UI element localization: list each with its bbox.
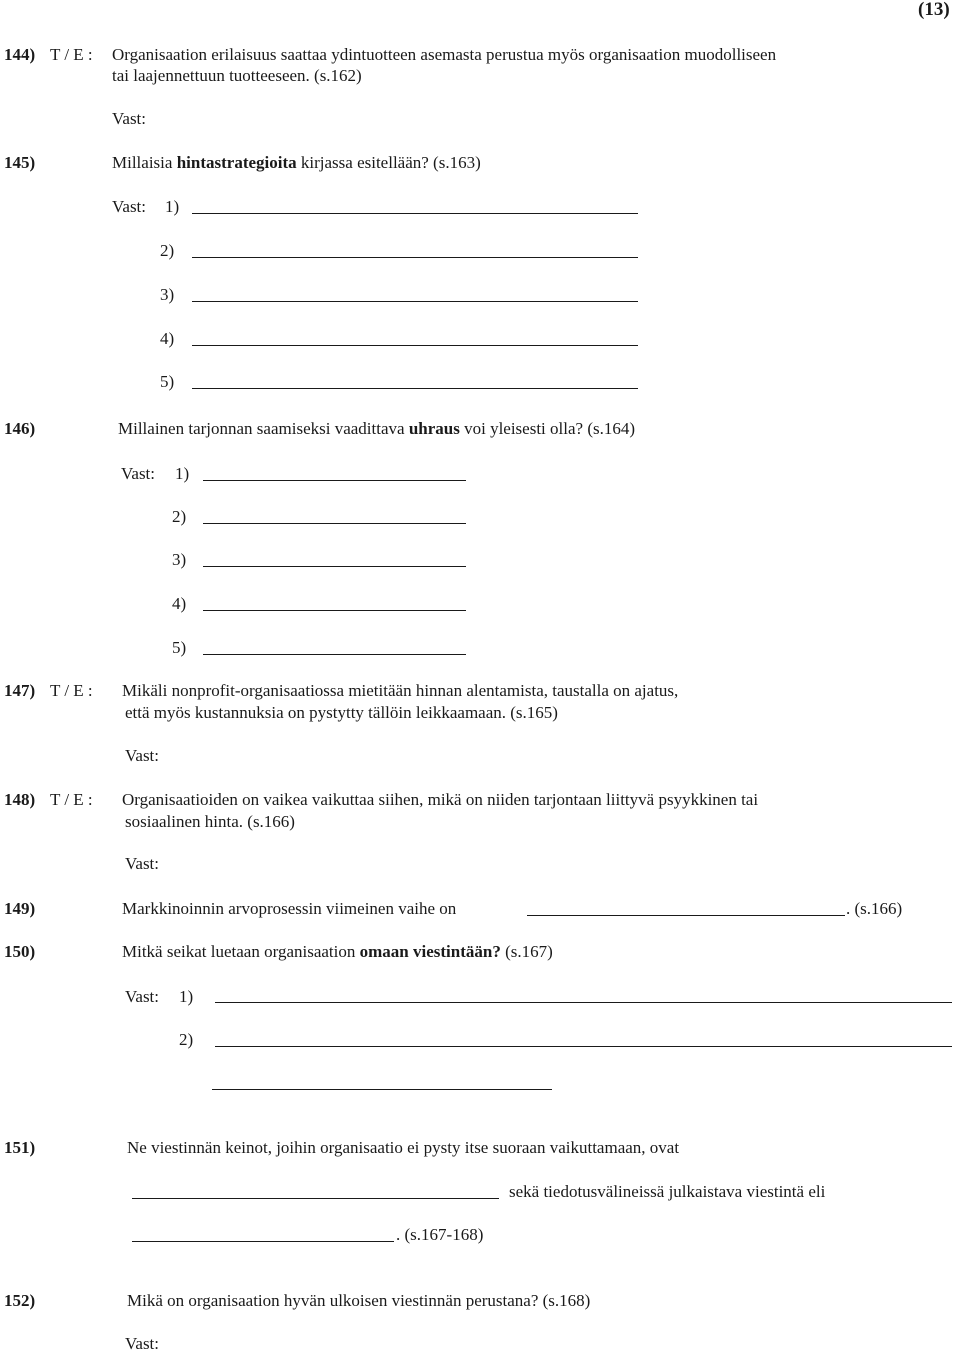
answer-item-150-2: 2) [179, 1030, 194, 1049]
answer-label-144: Vast: [112, 109, 146, 128]
question-number-145: 145) [4, 153, 36, 172]
answer-item-145-1: 1) [165, 197, 180, 216]
question-text-149: Markkinoinnin arvoprosessin viimeinen vaihe on [122, 899, 457, 918]
answer-blank-146-4[interactable] [203, 610, 466, 611]
answer-blank-145-2[interactable] [192, 257, 638, 258]
question-ref-151: . (s.167-168) [396, 1225, 484, 1244]
question-text-144-line2: tai laajennettuun tuotteeseen. (s.162) [112, 66, 362, 85]
question-text-151-line1: Ne viestinnän keinot, joihin organisaatio ei pysty itse suoraan vaikuttamaan, ovat [127, 1138, 680, 1157]
answer-item-146-4: 4) [172, 594, 187, 613]
answer-blank-151-1[interactable] [132, 1198, 499, 1199]
answer-blank-150-3[interactable] [212, 1089, 552, 1090]
question-text-146: Millainen tarjonnan saamiseksi vaadittava uhraus voi yleisesti olla? (s.164) [118, 419, 636, 438]
answer-blank-150-1[interactable] [215, 1002, 952, 1003]
answer-item-146-5: 5) [172, 638, 187, 657]
answer-blank-149[interactable] [527, 915, 845, 916]
answer-blank-150-2[interactable] [215, 1046, 952, 1047]
question-text-148-line1: Organisaatioiden on vaikea vaikuttaa siihen, mikä on niiden tarjontaan liittyvä psyykkinen tai [122, 790, 759, 809]
answer-blank-145-1[interactable] [192, 213, 638, 214]
answer-blank-145-4[interactable] [192, 345, 638, 346]
question-number-151: 151) [4, 1138, 36, 1157]
page-number: (13) [918, 0, 950, 20]
answer-label-145: Vast: [112, 197, 146, 216]
answer-blank-146-5[interactable] [203, 654, 466, 655]
question-number-146: 146) [4, 419, 36, 438]
answer-label-150: Vast: [125, 987, 159, 1006]
answer-item-145-3: 3) [160, 285, 175, 304]
answer-blank-146-1[interactable] [203, 480, 466, 481]
question-text-150: Mitkä seikat luetaan organisaation omaan viestintään? (s.167) [122, 942, 553, 961]
answer-label-152: Vast: [125, 1334, 159, 1353]
question-number-152: 152) [4, 1291, 36, 1310]
question-number-150: 150) [4, 942, 36, 961]
answer-blank-146-2[interactable] [203, 523, 466, 524]
answer-label-146: Vast: [121, 464, 155, 483]
question-number-147: 147) [4, 681, 36, 700]
question-text-148-line2: sosiaalinen hinta. (s.166) [125, 812, 295, 831]
answer-blank-146-3[interactable] [203, 566, 466, 567]
question-number-149: 149) [4, 899, 36, 918]
answer-label-147: Vast: [125, 746, 159, 765]
question-text-144-line1: Organisaation erilaisuus saattaa ydintuotteen asemasta perustua myös organisaation muodolliseen [112, 45, 777, 64]
question-text-147-line2: että myös kustannuksia on pystytty tällöin leikkaamaan. (s.165) [125, 703, 558, 722]
question-ref-149: . (s.166) [846, 899, 903, 918]
true-false-tag-144: T / E : [50, 45, 93, 64]
answer-blank-145-5[interactable] [192, 388, 638, 389]
answer-item-145-5: 5) [160, 372, 175, 391]
answer-item-150-1: 1) [179, 987, 194, 1006]
question-text-145: Millaisia hintastrategioita kirjassa esitellään? (s.163) [112, 153, 481, 172]
answer-item-146-1: 1) [175, 464, 190, 483]
question-number-148: 148) [4, 790, 36, 809]
answer-blank-145-3[interactable] [192, 301, 638, 302]
question-text-152: Mikä on organisaation hyvän ulkoisen viestinnän perustana? (s.168) [127, 1291, 591, 1310]
answer-item-145-4: 4) [160, 329, 175, 348]
answer-label-148: Vast: [125, 854, 159, 873]
true-false-tag-148: T / E : [50, 790, 93, 809]
question-text-147-line1: Mikäli nonprofit-organisaatiossa mietitään hinnan alentamista, taustalla on ajatus, [122, 681, 679, 700]
answer-item-146-2: 2) [172, 507, 187, 526]
question-number-144: 144) [4, 45, 36, 64]
answer-item-145-2: 2) [160, 241, 175, 260]
true-false-tag-147: T / E : [50, 681, 93, 700]
answer-item-146-3: 3) [172, 550, 187, 569]
answer-blank-151-2[interactable] [132, 1241, 394, 1242]
question-text-151-mid: sekä tiedotusvälineissä julkaistava viestintä eli [509, 1182, 826, 1201]
